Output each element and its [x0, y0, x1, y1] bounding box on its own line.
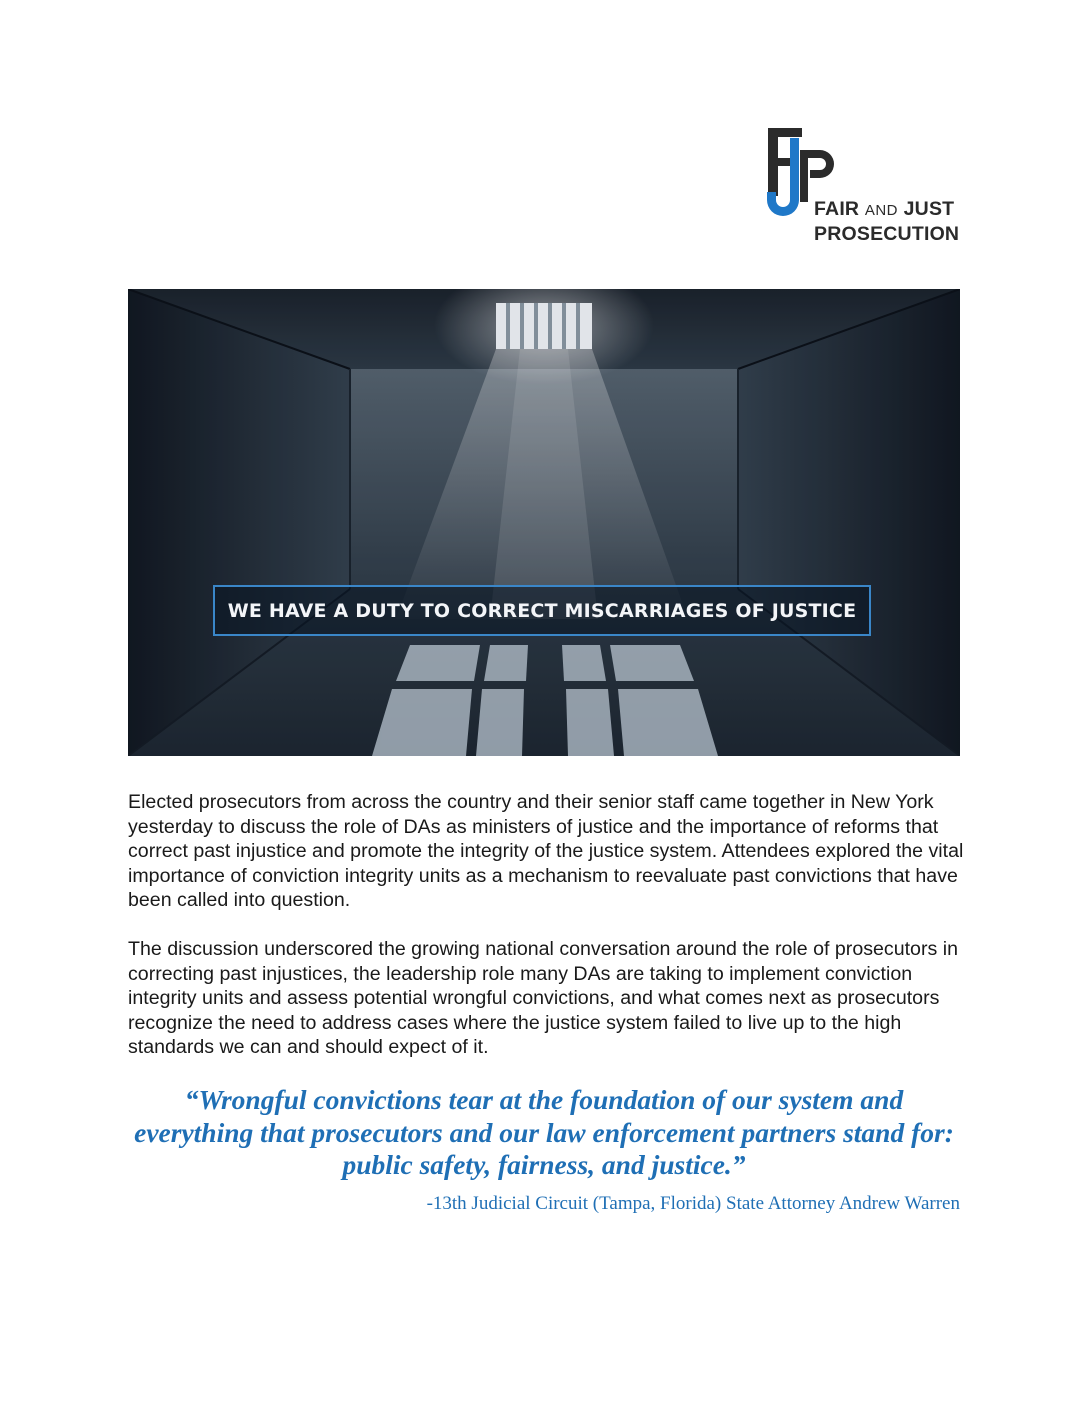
logo-word-fair: FAIR — [814, 198, 860, 220]
quote-attribution: -13th Judicial Circuit (Tampa, Florida) State Attorney Andrew Warren — [426, 1193, 960, 1214]
pull-quote: “Wrongful convictions tear at the foundation of our system and everything that prosecutors and our law enforcement partners stand for: public safety, fairness, and justice.” — [134, 1084, 954, 1180]
hero-prison-cell-image — [128, 289, 960, 756]
hero-banner-text: WE HAVE A DUTY TO CORRECT MISCARRIAGES OF JUSTICE — [227, 599, 857, 622]
logo-line-fair-and-just — [814, 198, 954, 221]
logo-word-just: JUST — [903, 198, 955, 220]
prison-cell-illustration — [128, 289, 960, 756]
logo-word-and: AND — [864, 202, 899, 219]
logo-word-prosecution: PROSECUTION — [814, 223, 960, 245]
hero-banner — [213, 585, 871, 636]
fjp-logo — [766, 126, 962, 246]
body-paragraph-2: The discussion underscored the growing national conversation around the role of prosecutors in correcting past injustices, the leadership role many DAs are taking to implement conviction integrity units and assess potential wrongful convictions, and what comes next as prosecutors recognize the need to address cases where the justice system failed to live up to the high standards we can and should expect of it. — [128, 938, 958, 1059]
body-paragraph-1: Elected prosecutors from across the country and their senior staff came together in New York yesterday to discuss the role of DAs as ministers of justice and the importance of reforms that correct past injustice and promote the integrity of the justice system. Attendees explored the vital importance of conviction integrity units as a mechanism to reevaluate past convictions that have been called into question. — [128, 791, 964, 912]
